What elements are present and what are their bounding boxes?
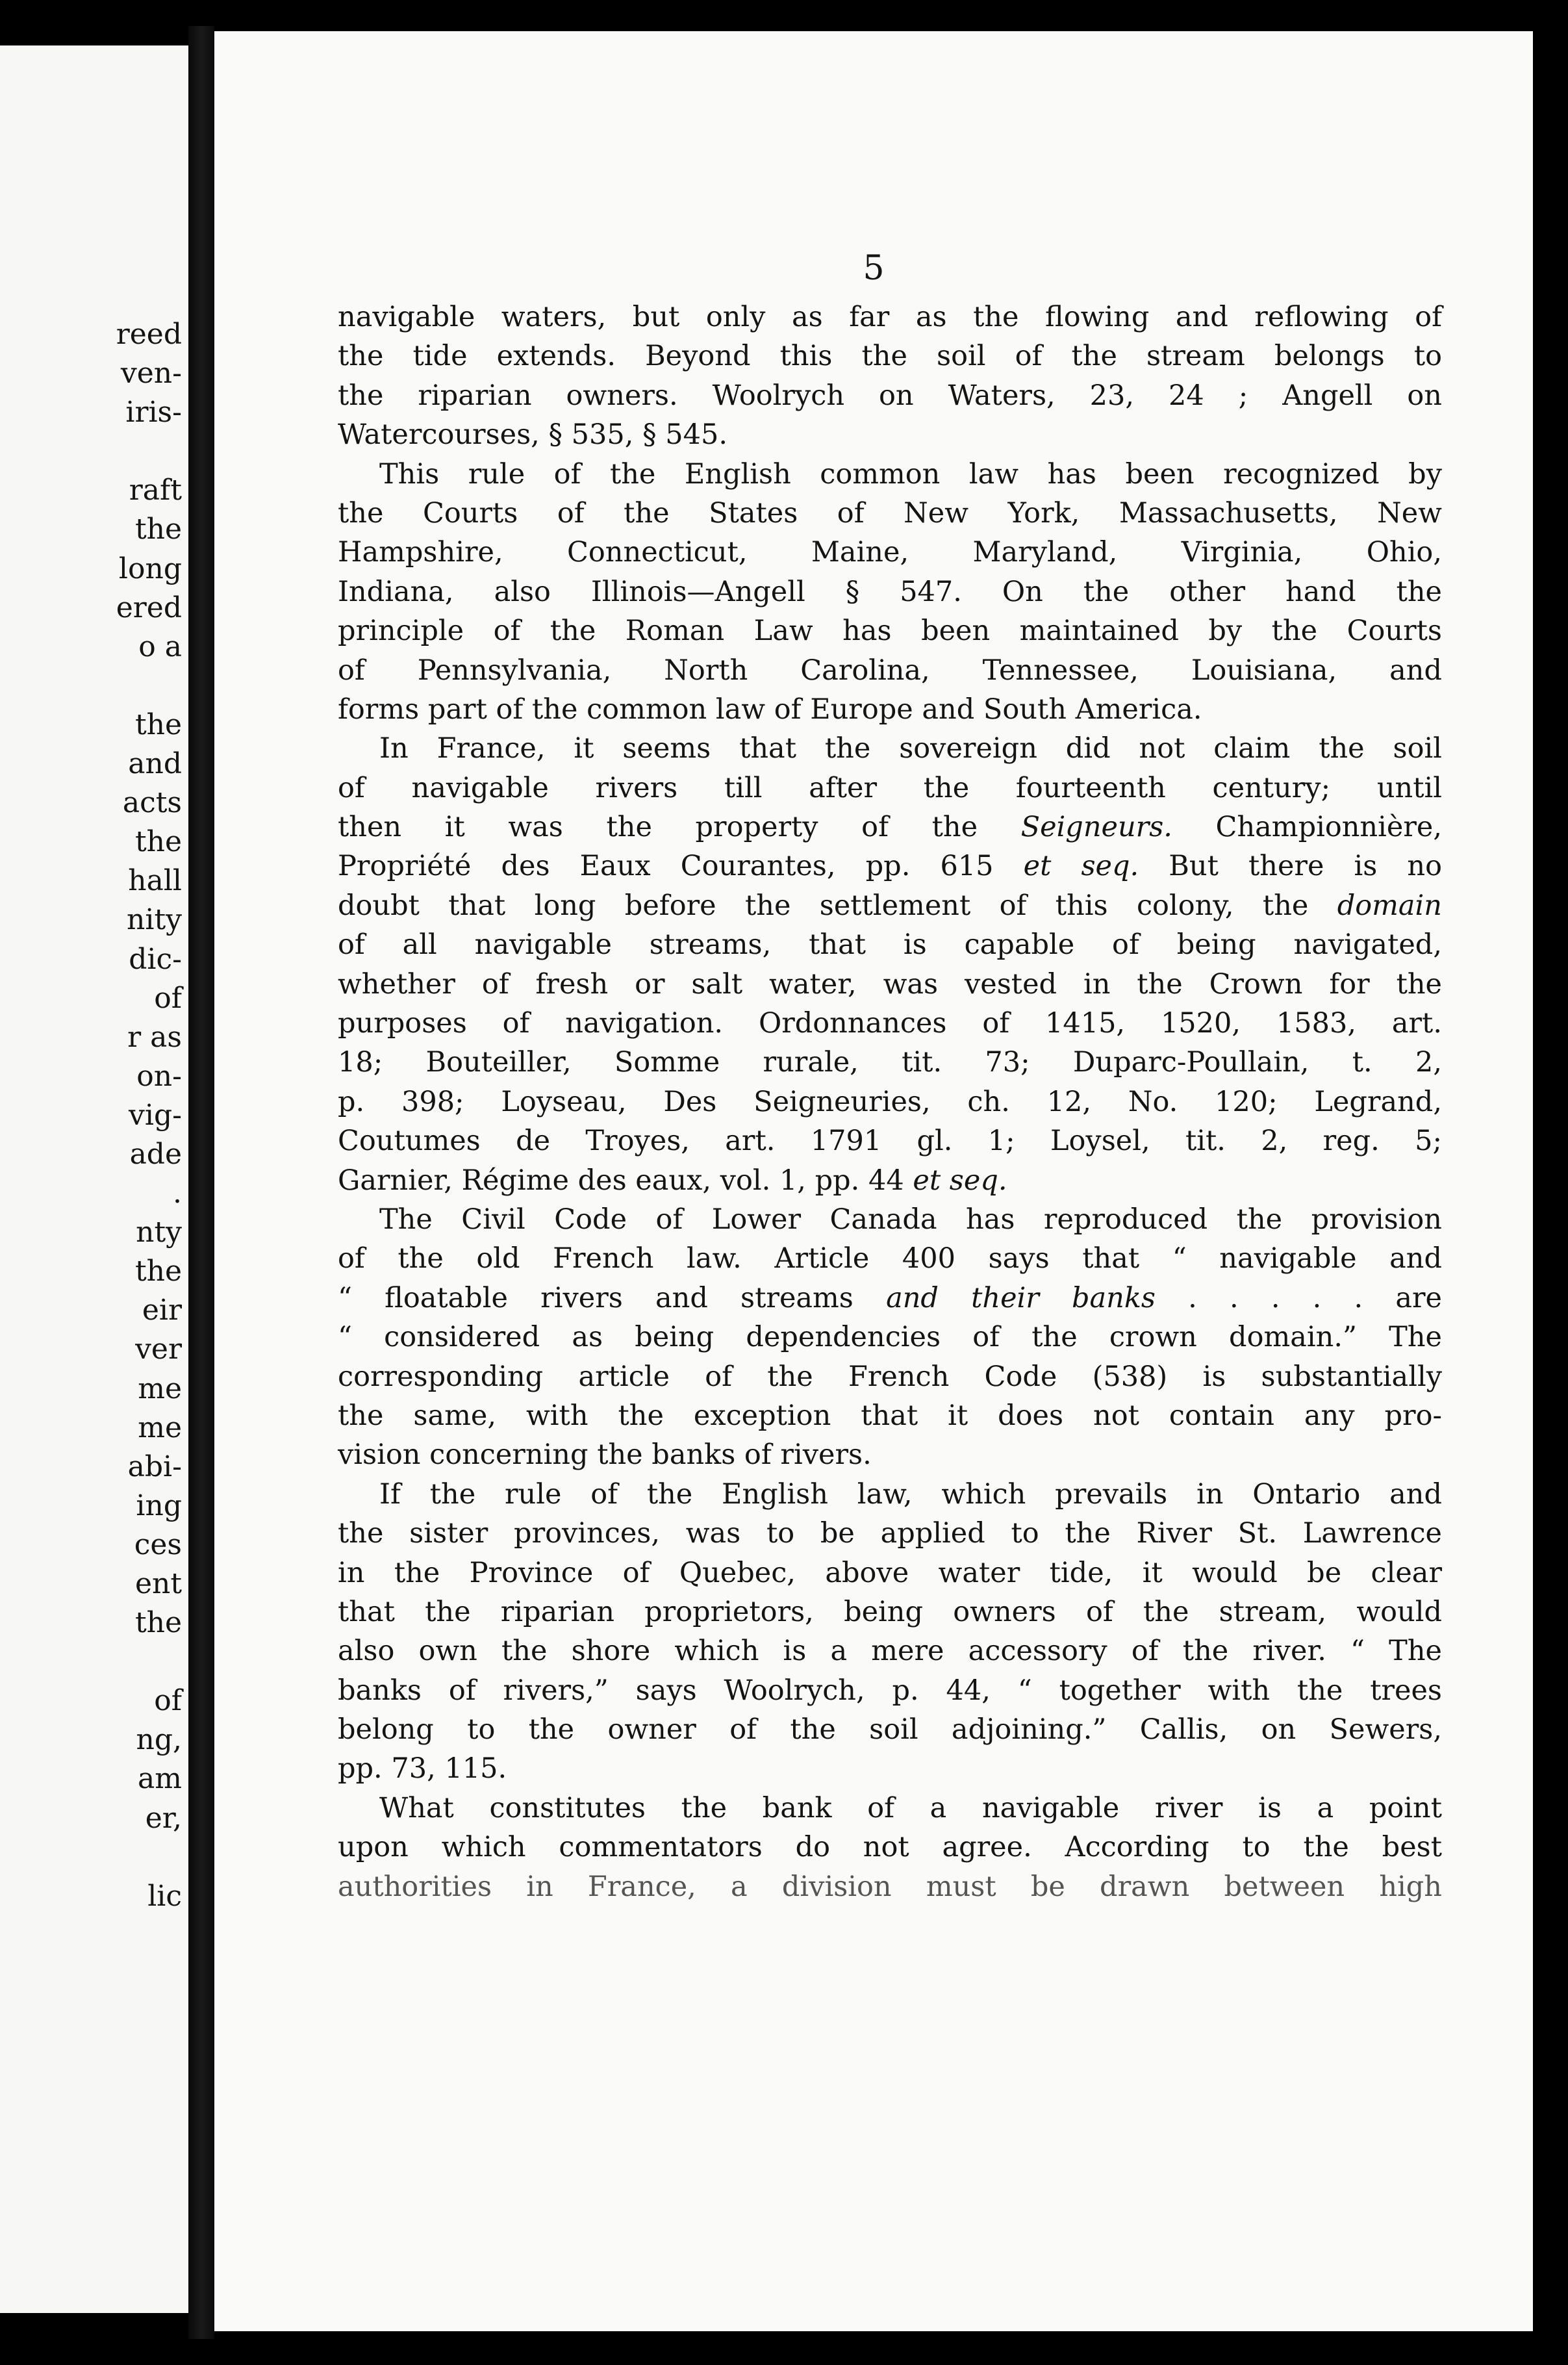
left-fragment: dic- xyxy=(129,942,182,976)
text-run: belong to the owner of the soil adjoining.” Callis, on Sewers, xyxy=(338,1713,1442,1746)
text-line xyxy=(338,611,1442,650)
text-run: Coutumes de Troyes, art. 1791 gl. 1; Loysel, tit. 2, reg. 5; xyxy=(338,1125,1442,1158)
text-run: Garnier, Régime des eaux, vol. 1, pp. 44 xyxy=(338,1164,913,1197)
text-line xyxy=(338,1435,1442,1474)
text-run: “ floatable rivers and streams xyxy=(338,1281,887,1314)
text-run: authorities in France, a division must be drawn between high xyxy=(338,1870,1442,1903)
text-line xyxy=(338,415,1442,454)
text-run: the same, with the exception that it does not contain any pro- xyxy=(338,1399,1442,1432)
text-run: the sister provinces, was to be applied to the River St. Lawrence xyxy=(338,1517,1442,1550)
left-fragment: me xyxy=(138,1372,182,1405)
left-fragment: iris- xyxy=(125,396,182,429)
left-fragment: r as xyxy=(127,1020,182,1054)
text-run: But there is no xyxy=(1139,850,1442,883)
left-fragment: abi- xyxy=(127,1450,182,1483)
left-fragment: of xyxy=(154,981,182,1015)
text-line xyxy=(338,1396,1442,1435)
text-line xyxy=(338,690,1442,729)
text-line xyxy=(338,1592,1442,1631)
italic-text: and their banks xyxy=(886,1281,1156,1314)
left-fragment: the xyxy=(134,513,182,546)
right-page xyxy=(214,31,1533,2331)
text-run: Hampshire, Connecticut, Maine, Maryland, Virginia, Ohio, xyxy=(338,536,1442,569)
text-run: What constitutes the bank of a navigable river is a point xyxy=(379,1791,1442,1824)
left-fragment xyxy=(116,667,182,706)
text-run: . . . . . are xyxy=(1155,1281,1443,1314)
text-run: that the riparian proprietors, being owners of the stream, would xyxy=(338,1595,1442,1628)
left-fragment: vig- xyxy=(129,1098,182,1132)
left-fragment: the xyxy=(134,1606,182,1640)
left-fragment: the xyxy=(134,708,182,741)
left-fragment: er, xyxy=(145,1801,182,1835)
left-fragment: lic xyxy=(147,1879,182,1913)
text-line xyxy=(338,651,1442,690)
text-run: Propriété des Eaux Courantes, pp. 615 xyxy=(338,850,1024,883)
text-line xyxy=(338,1475,1442,1514)
text-line xyxy=(338,886,1442,925)
left-fragment: hall xyxy=(128,864,182,898)
text-line xyxy=(338,769,1442,808)
left-fragment: ing xyxy=(136,1489,182,1522)
text-line xyxy=(338,1789,1442,1828)
left-fragment: raft xyxy=(129,474,182,507)
left-page-text-fragments xyxy=(116,315,182,1916)
left-fragment: ng, xyxy=(136,1723,182,1757)
text-run: the riparian owners. Woolrych on Waters, 23, 24 ; Angell on xyxy=(338,379,1442,412)
text-run: corresponding article of the French Code (538) is substantially xyxy=(338,1360,1442,1393)
text-run: forms part of the common law of Europe and South America. xyxy=(338,693,1202,726)
text-line xyxy=(338,1043,1442,1082)
text-line xyxy=(338,376,1442,415)
text-line xyxy=(338,1121,1442,1160)
text-line xyxy=(338,1357,1442,1396)
text-run: Championnière, xyxy=(1172,811,1442,844)
left-fragment xyxy=(116,1838,182,1877)
italic-text: et seq. xyxy=(1023,850,1139,883)
text-line xyxy=(338,337,1442,376)
book-gutter xyxy=(188,26,214,2339)
text-run: then it was the property of the xyxy=(338,811,1021,844)
left-fragment: nty xyxy=(136,1216,182,1249)
text-run: If the rule of the English law, which prevails in Ontario and xyxy=(379,1477,1442,1511)
left-page xyxy=(0,45,188,2313)
left-fragment: long xyxy=(118,552,182,585)
text-run: of Pennsylvania, North Carolina, Tennessee, Louisiana, and xyxy=(338,654,1442,687)
text-run: 18; Bouteiller, Somme rurale, tit. 73; Duparc-Poullain, t. 2, xyxy=(338,1046,1442,1079)
text-run: banks of rivers,” says Woolrych, p. 44, “ together with the trees xyxy=(338,1674,1442,1707)
left-fragment: and xyxy=(128,747,182,781)
text-run: doubt that long before the settlement of this colony, the xyxy=(338,889,1337,922)
text-run: p. 398; Loyseau, Des Seigneuries, ch. 12, No. 120; Legrand, xyxy=(338,1085,1442,1118)
text-line xyxy=(338,925,1442,964)
text-run: whether of fresh or salt water, was vested in the Crown for the xyxy=(338,967,1442,1001)
left-fragment xyxy=(116,432,182,471)
text-line xyxy=(338,1710,1442,1749)
text-run: pp. 73, 115. xyxy=(338,1752,507,1785)
text-line xyxy=(338,572,1442,611)
text-line xyxy=(338,494,1442,533)
text-line xyxy=(338,455,1442,494)
left-fragment: me xyxy=(138,1411,182,1444)
left-fragment: ver xyxy=(135,1333,182,1366)
left-fragment: o a xyxy=(138,630,182,663)
text-line xyxy=(338,1514,1442,1553)
text-line xyxy=(338,965,1442,1004)
text-run: principle of the Roman Law has been maintained by the Courts xyxy=(338,615,1442,648)
text-line xyxy=(338,1671,1442,1710)
left-fragment: . xyxy=(173,1177,182,1210)
left-fragment: nity xyxy=(127,903,182,937)
text-line xyxy=(338,1828,1442,1867)
text-line xyxy=(338,729,1442,768)
text-line xyxy=(338,1082,1442,1121)
left-fragment: ent xyxy=(134,1567,182,1600)
text-run: of the old French law. Article 400 says that “ navigable and xyxy=(338,1242,1442,1275)
text-line xyxy=(338,1161,1442,1200)
left-fragment: the xyxy=(134,1255,182,1288)
text-run: navigable waters, but only as far as the flowing and reflowing of xyxy=(338,301,1442,333)
text-run: “ considered as being dependencies of the crown domain.” The xyxy=(338,1321,1442,1354)
left-fragment xyxy=(116,1643,182,1681)
left-fragment: of xyxy=(154,1684,182,1718)
text-line xyxy=(338,808,1442,847)
text-run: This rule of the English common law has been recognized by xyxy=(379,457,1442,491)
text-run: also own the shore which is a mere accessory of the river. “ The xyxy=(338,1635,1442,1668)
text-line xyxy=(338,1279,1442,1318)
left-fragment: ered xyxy=(116,591,182,624)
text-run: in the Province of Quebec, above water tide, it would be clear xyxy=(338,1556,1442,1589)
text-run: the Courts of the States of New York, Massachusetts, New xyxy=(338,496,1442,530)
text-run: of navigable rivers till after the fourteenth century; until xyxy=(338,771,1442,804)
text-line xyxy=(338,847,1442,886)
text-run: In France, it seems that the sovereign did not claim the soil xyxy=(379,732,1442,765)
text-line xyxy=(338,1749,1442,1788)
left-fragment: ces xyxy=(134,1528,182,1561)
italic-text: Seigneurs. xyxy=(1020,811,1172,844)
left-fragment: ade xyxy=(129,1137,182,1171)
left-fragment: the xyxy=(134,825,182,859)
text-line xyxy=(338,1631,1442,1670)
text-run: vision concerning the banks of rivers. xyxy=(338,1438,872,1472)
italic-text: domain xyxy=(1337,889,1442,922)
text-line xyxy=(338,1239,1442,1278)
left-fragment: eir xyxy=(142,1294,182,1327)
text-run: upon which commentators do not agree. According to the best xyxy=(338,1831,1442,1864)
text-line xyxy=(338,533,1442,572)
left-fragment: am xyxy=(138,1762,182,1796)
left-fragment: on- xyxy=(136,1059,182,1093)
left-fragment: reed xyxy=(116,318,182,351)
text-line xyxy=(338,298,1442,337)
text-run: Watercourses, § 535, § 545. xyxy=(338,418,728,452)
text-line xyxy=(338,1004,1442,1043)
text-line xyxy=(338,1318,1442,1357)
page-number: 5 xyxy=(863,249,885,288)
text-line xyxy=(338,1553,1442,1592)
text-run: of all navigable streams, that is capable of being navigated, xyxy=(338,928,1442,962)
body-text xyxy=(338,298,1442,1906)
text-run: The Civil Code of Lower Canada has reproduced the provision xyxy=(379,1203,1442,1236)
text-run: the tide extends. Beyond this the soil of the stream belongs to xyxy=(338,340,1442,373)
text-run: purposes of navigation. Ordonnances of 1415, 1520, 1583, art. xyxy=(338,1007,1442,1040)
italic-text: et seq. xyxy=(913,1164,1007,1197)
text-line xyxy=(338,1867,1442,1906)
left-fragment: acts xyxy=(122,786,182,820)
text-line xyxy=(338,1200,1442,1239)
text-run: Indiana, also Illinois—Angell § 547. On the other hand the xyxy=(338,575,1442,608)
left-fragment: ven- xyxy=(120,357,182,390)
